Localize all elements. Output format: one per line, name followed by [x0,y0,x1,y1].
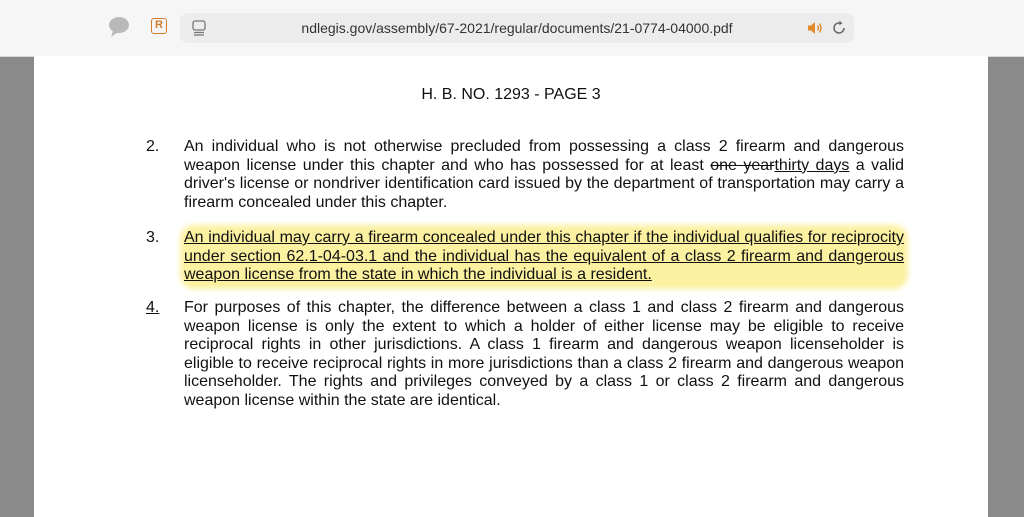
list-item-highlighted [146,229,904,285]
list-item [146,138,904,212]
browser-toolbar [0,0,1024,57]
list-item [146,299,904,411]
reader-mode-icon[interactable]: R [151,18,167,34]
reload-icon[interactable] [831,20,847,36]
inserted-text: thirty days [774,156,850,174]
page-title: H. B. NO. 1293 - PAGE 3 [421,86,601,103]
item-text: An individual may carry a firearm concealed under this chapter if the individual qualifies for reciprocity under section 62.1-04-03.1 and the individual has the equivalent of a class 2 firearm and dangerous weapon license from the state in which the individual is a resident. [184,229,904,284]
speech-bubble-icon[interactable] [107,15,131,39]
highlighted-passage [184,229,904,285]
address-bar[interactable] [180,13,854,43]
struck-text: one year [710,156,775,174]
item-number: 2. [146,138,160,155]
speaker-icon[interactable] [807,21,823,35]
pdf-page [34,56,988,517]
url-text[interactable]: ndlegis.gov/assembly/67-2021/regular/documents/21-0774-04000.pdf [301,20,733,36]
item-text: An individual who is not otherwise precluded from possessing a class 2 firearm and dangerous weapon license under this chapter and who has possessed for at least one yearthirty days a valid driver's license or nondriver identification card issued by the department of transportation may carry a firearm concealed under this chapter. [184,138,905,211]
item-number: 4. [146,299,160,316]
item-number: 3. [146,229,160,246]
item-text: For purposes of this chapter, the difference between a class 1 and class 2 firearm and dangerous weapon license is only the extent to which a holder of either license may be eligible to receive reciprocal rights in other jurisdictions. A class 1 firearm and dangerous weapon licenseholder is eligible to receive reciprocal rights in more jurisdictions than a class 2 firearm and dangerous weapon licenseholder. The rights and privileges conveyed by a class 1 or class 2 firearm and dangerous weapon license within the state are identical. [184,299,904,409]
